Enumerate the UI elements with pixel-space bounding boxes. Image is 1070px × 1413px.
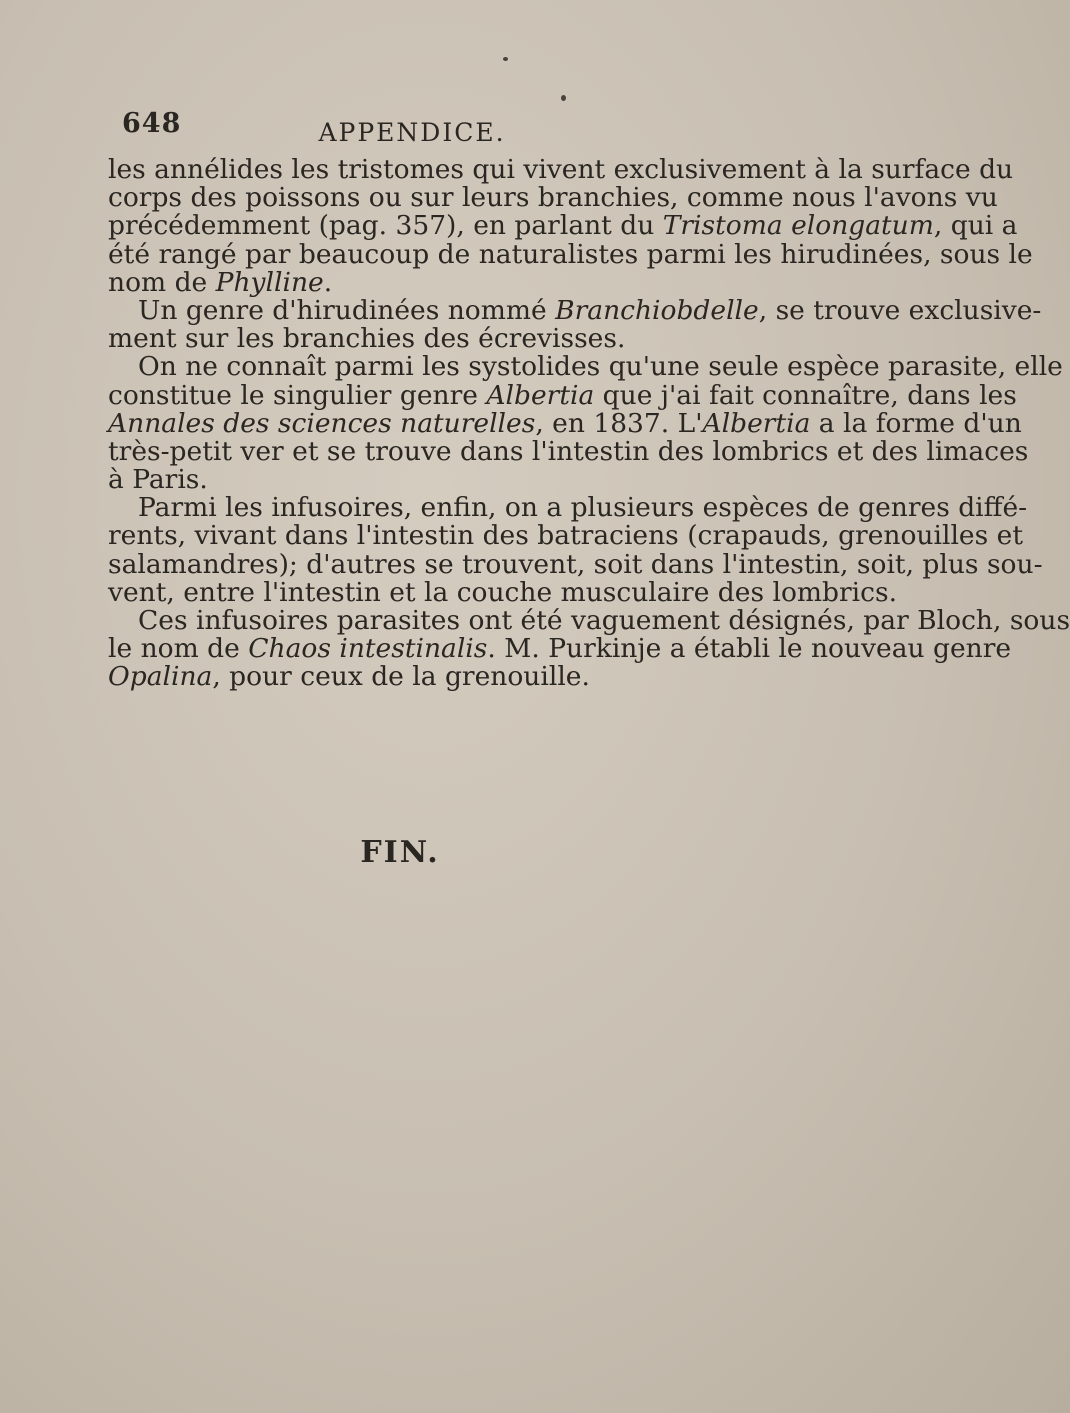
text-run: ment sur les branchies des écrevisses. bbox=[108, 323, 626, 355]
text-run: On ne connaît parmi les systolides qu'une seule espèce parasite, elle bbox=[138, 351, 1063, 383]
ink-speck bbox=[561, 95, 566, 101]
paragraph bbox=[108, 154, 1033, 298]
italic-term: Opalina bbox=[108, 661, 213, 693]
paragraph bbox=[108, 351, 1063, 496]
text-run: , se trouve exclusive- bbox=[758, 294, 1042, 326]
text-line bbox=[108, 663, 748, 691]
text-line bbox=[108, 520, 1023, 552]
text-line bbox=[108, 210, 1018, 242]
text-run: constitue le singulier genre bbox=[108, 379, 487, 411]
text-line bbox=[108, 492, 1028, 524]
text-line bbox=[108, 182, 998, 214]
text-run: le nom de bbox=[108, 633, 249, 665]
fin-marker: FIN. bbox=[360, 835, 440, 870]
paragraph bbox=[108, 492, 1043, 608]
text-run: . bbox=[323, 266, 333, 298]
ink-speck bbox=[503, 57, 508, 61]
text-run: rents, vivant dans l'intestin des batraciens (crapauds, grenouilles et bbox=[108, 520, 1023, 552]
text-line bbox=[108, 266, 748, 298]
page-header bbox=[122, 108, 742, 148]
italic-term: Albertia bbox=[486, 379, 595, 411]
page-number: 648 bbox=[122, 108, 182, 139]
text-run: corps des poissons ou sur leurs branchies, comme nous l'avons vu bbox=[108, 182, 998, 214]
italic-term: Branchiobdelle bbox=[555, 294, 759, 326]
text-run: à Paris. bbox=[108, 464, 208, 496]
text-line bbox=[108, 435, 1029, 467]
text-line bbox=[108, 294, 1042, 326]
italic-term: Tristoma elongatum bbox=[662, 210, 934, 242]
text-line bbox=[108, 605, 1070, 636]
text-line bbox=[108, 379, 1017, 411]
text-line bbox=[108, 633, 1012, 665]
text-run: , qui a bbox=[933, 210, 1018, 242]
text-run: Un genre d'hirudinées nommé bbox=[138, 294, 556, 326]
text-run: les annélides les tristomes qui vivent exclusivement à la surface du bbox=[108, 154, 1014, 185]
italic-term: Phylline bbox=[215, 266, 324, 298]
text-line bbox=[108, 154, 1014, 185]
italic-term: Albertia bbox=[702, 407, 811, 439]
paragraph bbox=[108, 294, 1042, 355]
text-line bbox=[108, 351, 1063, 383]
text-line bbox=[108, 548, 1043, 580]
text-line bbox=[108, 466, 748, 494]
text-run: vent, entre l'intestin et la couche musculaire des lombrics. bbox=[108, 576, 897, 608]
text-run: a la forme d'un bbox=[810, 407, 1022, 439]
text-run: , pour ceux de la grenouille. bbox=[212, 661, 590, 693]
text-run: été rangé par beaucoup de naturalistes parmi les hirudinées, sous le bbox=[108, 238, 1033, 270]
text-run: précédemment (pag. 357), en parlant du bbox=[108, 210, 663, 242]
italic-term: Chaos intestinalis bbox=[248, 633, 488, 665]
text-run: Parmi les infusoires, enfin, on a plusieurs espèces de genres diffé- bbox=[138, 492, 1028, 524]
text-line bbox=[108, 576, 897, 608]
text-line bbox=[108, 238, 1033, 270]
text-run: , en 1837. L' bbox=[535, 407, 703, 439]
body-text bbox=[108, 154, 1070, 693]
text-line bbox=[108, 325, 748, 353]
text-run: . M. Purkinje a établi le nouveau genre bbox=[487, 633, 1012, 665]
text-run: que j'ai fait connaître, dans les bbox=[594, 379, 1017, 411]
text-run: Ces infusoires parasites ont été vaguement désignés, par Bloch, sous bbox=[138, 605, 1070, 636]
text-run: nom de bbox=[108, 266, 216, 298]
text-run: très-petit ver et se trouve dans l'intestin des lombrics et des limaces bbox=[108, 435, 1029, 467]
text-line bbox=[108, 407, 1022, 439]
text-run: salamandres); d'autres se trouvent, soit dans l'intestin, soit, plus sou- bbox=[108, 548, 1043, 580]
paragraph bbox=[108, 605, 1070, 693]
running-head: APPENDICE. bbox=[318, 118, 506, 147]
italic-term: Annales des sciences naturelles bbox=[108, 407, 536, 439]
